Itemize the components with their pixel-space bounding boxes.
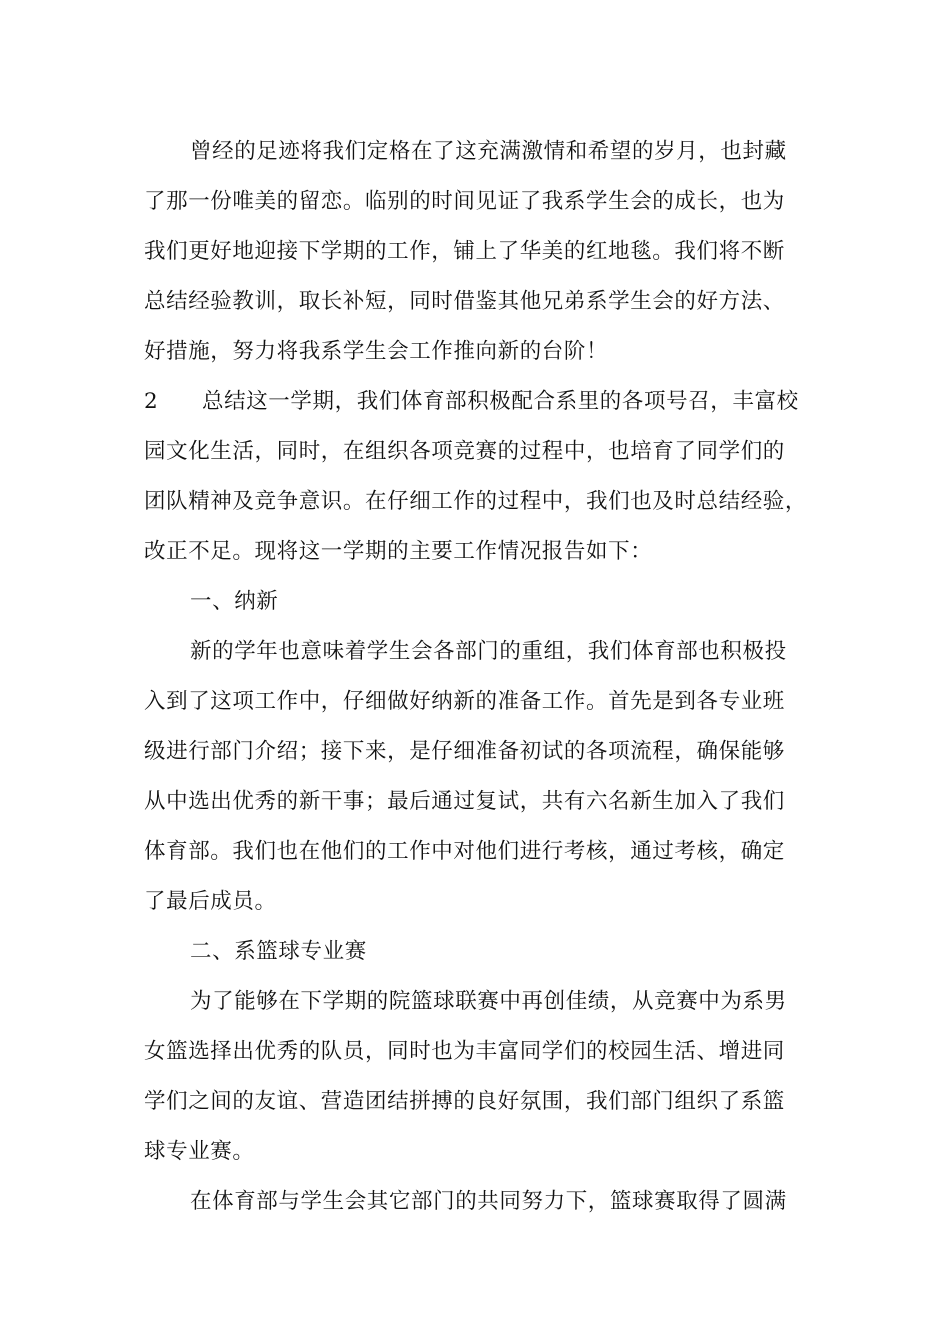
paragraph-line: 新的学年也意味着学生会各部门的重组，我们体育部也积极投 [190,639,787,664]
paragraph-line: 园文化生活，同时，在组织各项竞赛的过程中，也培育了同学们的 [144,439,785,464]
paragraph-line: 好措施，努力将我系学生会工作推向新的台阶！ [144,339,609,364]
paragraph-line: 改正不足。现将这一学期的主要工作情况报告如下： [144,539,653,564]
section-heading: 一、纳新 [190,589,279,614]
paragraph-line: 女篮选择出优秀的队员，同时也为丰富同学们的校园生活、增进同 [144,1039,785,1064]
paragraph-line: 在体育部与学生会其它部门的共同努力下，篮球赛取得了圆满 [190,1189,787,1214]
paragraph-line: 我们更好地迎接下学期的工作，铺上了华美的红地毯。我们将不断 [144,239,785,264]
section-number: 2 [144,389,159,414]
section-line: 2 总结这一学期，我们体育部积极配合系里的各项号召，丰富校 [0,382,950,422]
paragraph-line: 从中选出优秀的新干事；最后通过复试，共有六名新生加入了我们 [144,789,785,814]
paragraph-line: 了那一份唯美的留恋。临别的时间见证了我系学生会的成长，也为 [144,189,785,214]
paragraph-line: 级进行部门介绍；接下来，是仔细准备初试的各项流程，确保能够 [144,739,785,764]
paragraph-line: 学们之间的友谊、营造团结拼搏的良好氛围，我们部门组织了系篮 [144,1089,785,1114]
paragraph-line: 球专业赛。 [144,1139,255,1164]
paragraph-line: 了最后成员。 [144,889,277,914]
paragraph-line: 总结经验教训，取长补短，同时借鉴其他兄弟系学生会的好方法、 [144,289,785,314]
paragraph-line: 曾经的足迹将我们定格在了这充满激情和希望的岁月，也封藏 [190,139,787,164]
paragraph-line: 为了能够在下学期的院篮球联赛中再创佳绩，从竞赛中为系男 [190,989,787,1014]
paragraph-line: 体育部。我们也在他们的工作中对他们进行考核，通过考核，确定 [144,839,785,864]
paragraph-line: 入到了这项工作中，仔细做好纳新的准备工作。首先是到各专业班 [144,689,785,714]
section-heading: 二、系篮球专业赛 [190,939,367,964]
paragraph-line: 团队精神及竞争意识。在仔细工作的过程中，我们也及时总结经验， [144,489,808,514]
